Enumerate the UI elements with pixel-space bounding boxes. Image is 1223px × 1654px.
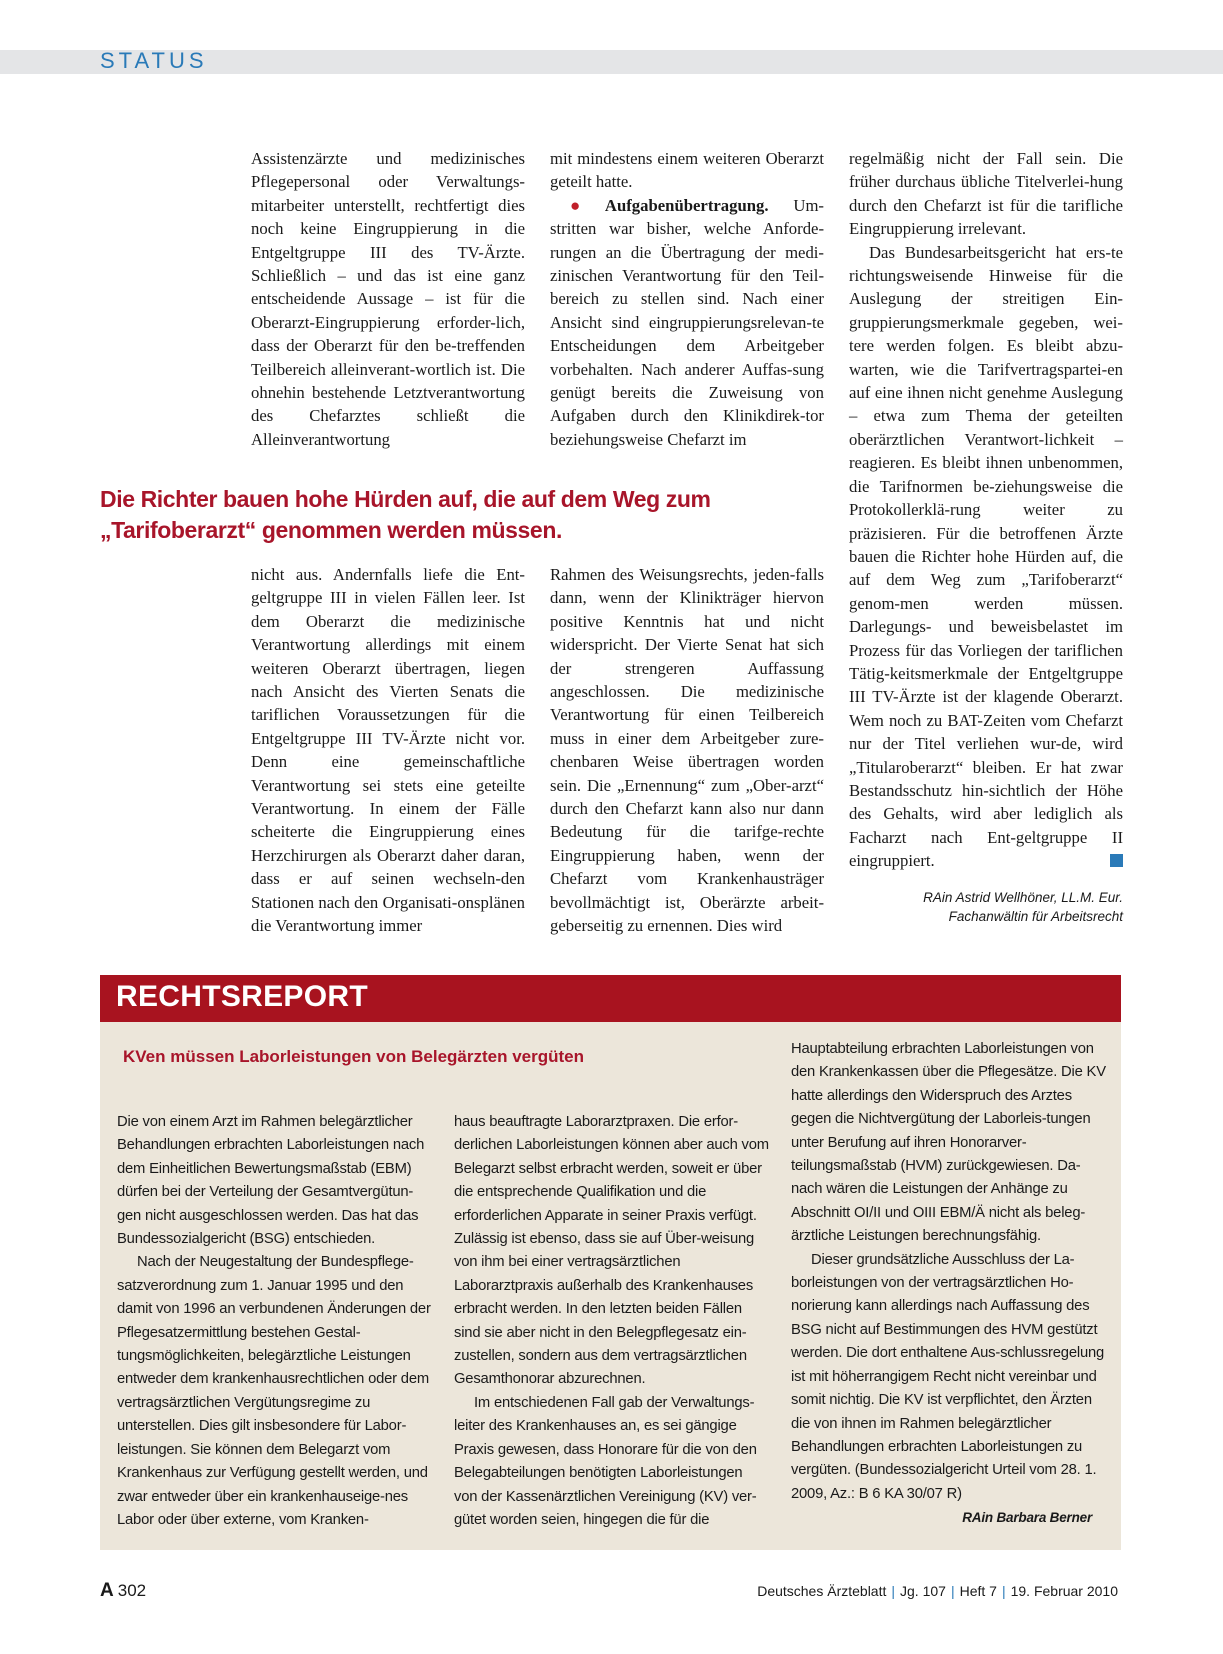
section-label: STATUS [100, 48, 208, 73]
signature-title: Fachanwältin für Arbeitsrecht [948, 909, 1123, 924]
report-col1 [117, 1111, 432, 1532]
article-signature [849, 888, 1123, 926]
article-col2-bottom [550, 563, 824, 938]
journal-volume: Jg. 107 [900, 1583, 946, 1599]
separator: | [1001, 1583, 1006, 1599]
journal-name: Deutsches Ärzteblatt [757, 1583, 887, 1599]
separator: | [891, 1583, 896, 1599]
article-col3 [849, 147, 1123, 873]
pull-quote: Die Richter bauen hohe Hürden auf, die auf dem Weg zum „Tarifoberarzt“ genommen werden müssen. [100, 486, 711, 543]
report-paragraph: Dieser grundsätzliche Ausschluss der La-borleistungen von der vertragsärztlichen Ho-norierung kann allerdings nach Auffassung des BSG nicht auf Bestimmungen des HVM gestützt werden. Die dort enthaltene Aus-schlussregelung ist mit höherrangigem Recht nicht vereinbar und somit nichtig. Die KV ist verpflichtet, den Ärzten die von ihnen im Rahmen belegärztlicher Behandlungen erbrachten Laborleistungen zu vergüten. (Bundessozialgericht Urteil vom 28. 1. 2009, Az.: B 6 KA 30/07 R) RAin Barbara Berner [791, 1249, 1106, 1506]
journal-issue: Heft 7 [959, 1583, 997, 1599]
article-paragraph: regelmäßig nicht der Fall sein. Die früher durchaus übliche Titelverlei-hung durch den Chefarzt ist für die tarifliche Eingruppierung irrelevant. [849, 149, 1123, 239]
report-col2 [454, 1111, 769, 1532]
separator: | [950, 1583, 955, 1599]
article-paragraph [550, 194, 824, 451]
article-paragraph: Assistenzärzte und medizinisches Pflegepersonal oder Verwaltungs-mitarbeiter unterstellt, rechtfertigt dies noch keine Eingruppierung in die Entgeltgruppe III des TV-Ärzte. Schließlich – und das ist eine ganz entscheidende Aussage – ist für die Oberarzt-Eingruppierung erforder-lich, dass der Oberarzt für den be-treffenden Teilbereich alleinverant-wortlich ist. Die ohnehin bestehende Letztverantwortung des Chefarztes schließt die Alleinverantwortung [251, 149, 525, 449]
rechtsreport-subtitle: KVen müssen Laborleistungen von Belegärzten vergüten [123, 1047, 584, 1066]
report-paragraph: haus beauftragte Laborarztpraxen. Die erfor-derlichen Laborleistungen können aber auch vom Belegarzt selbst erbracht werden, soweit er über die entsprechende Qualifikation und die erforderlichen Apparate in seiner Praxis verfügt. Zulässig ist ebenso, dass sie auf Über-weisung von ihm bei einer vertragsärztlichen Laborarztpraxis außerhalb des Krankenhauses erbracht werden. In den letzten beiden Fällen sind sie aber nicht in den Belegpflegesatz ein-zustellen, sondern aus dem vertragsärztlichen Gesamthonorar abzurechnen. [454, 1114, 769, 1388]
rechtsreport-title: RECHTSREPORT [116, 980, 368, 1013]
article-paragraph: Das Bundesarbeitsgericht hat ers-te richtungsweisende Hinweise für die Auslegung der streitigen Ein-gruppierungsmerkmale gegeben, wei-tere werden folgen. Es bleibt abzu-warten, wie die Tarifvertragspartei-en auf eine ihnen nicht genehme Auslegung – etwa zum Thema der geteilten oberärztlichen Verantwort-lichkeit – reagieren. Es bleibt ihnen unbenommen, die Tarifnormen be-ziehungsweise die Protokollerklä-rung weiter zu präzisieren. Für die betroffenen Ärzte bauen die Richter hohe Hürden auf, die auf dem Weg zum „Tarifoberarzt“ genom-men werden müssen. Darlegungs- und beweisbelastet im Prozess für das Vorliegen der tariflichen Tätig-keitsmerkmale der Entgeltgruppe III TV-Ärzte ist der klagende Oberarzt. Wem noch zu BAT-Zeiten vom Chefarzt nur der Titel verliehen wur-de, wird „Titularoberarzt“ bleiben. Er hat zwar Bestandsschutz hin-sichtlich der Höhe des Gehalts, wird aber lediglich als Facharzt nach Ent-geltgruppe II eingruppiert. [849, 242, 1123, 871]
article-paragraph: mit mindestens einem weiteren Oberarzt geteilt hatte. [550, 149, 824, 192]
journal-footer [757, 1583, 1118, 1599]
report-paragraph: Im entschiedenen Fall gab der Verwaltungs-leiter des Krankenhauses an, es sei gängige Praxis gewesen, dass Honorare für die von den Belegabteilungen benötigten Laborleistungen von der Kassenärztlichen Vereinigung (KV) ver-gütet worden seien, hingegen die für die [454, 1394, 757, 1528]
report-signature: RAin Barbara Berner [962, 1510, 1092, 1526]
report-paragraph: Hauptabteilung erbrachten Laborleistungen von den Krankenkassen über die Pflegesätze. Die KV hatte allerdings den Widerspruch des Arztes gegen die Nichtvergütung der Laborleis-tungen unter Berufung auf ihren Honorarver-teilungsmaßstab (HVM) zurückgewiesen. Da-nach wären die Leistungen der Anhänge zu Abschnitt OI/II und OIII EBM/Ä nicht als beleg-ärztliche Leistungen berechnungsfähig. [791, 1041, 1106, 1245]
page-number: A 302 [100, 1580, 147, 1601]
article-col2-top [550, 147, 824, 451]
report-col3 [791, 1038, 1106, 1530]
bullet-icon: ● [570, 195, 601, 215]
article-paragraph: nicht aus. Andernfalls liefe die Ent-geltgruppe III in vielen Fällen leer. Ist dem Oberarzt die medizinische Verantwortung allerdings mit einem weiteren Oberarzt übertragen, liegen nach Ansicht des Vierten Senats die tariflichen Voraussetzungen für die Entgeltgruppe III TV-Ärzte nicht vor. Denn eine gemeinschaftliche Verantwortung sei stets eine geteilte Verantwortung. In einem der Fälle scheiterte die Eingruppierung eines Herzchirurgen als Oberarzt daher daran, dass er auf seinen wechseln-den Stationen nach den Organisati-onsplänen die Verantwortung immer [251, 565, 525, 936]
lead-text: Um-stritten war bisher, welche Anforde-rungen an die Übertragung der medi-zinischen Verantwortung für den Teil-bereich zu stellen sind. Nach einer Ansicht sind eingruppierungsrelevan-te Entscheidungen dem Arbeitgeber vorbehalten. Nach anderer Auffas-sung genügt bereits die Zuweisung von Aufgaben durch den Klinikdirek-tor beziehungsweise Chefarzt im [550, 195, 824, 449]
signature-name: RAin Astrid Wellhöner, LL.M. Eur. [923, 890, 1123, 905]
journal-date: 19. Februar 2010 [1010, 1583, 1118, 1599]
report-paragraph: Die von einem Arzt im Rahmen belegärztlicher Behandlungen erbrachten Laborleistungen nach dem Einheitlichen Bewertungsmaßstab (EBM) dürfen bei der Verteilung der Gesamtvergütun-gen nicht ausgeschlossen werden. Das hat das Bundessozialgericht (BSG) entschieden. [117, 1114, 425, 1248]
end-mark-icon [1110, 854, 1123, 867]
article-paragraph: Rahmen des Weisungsrechts, jeden-falls dann, wenn der Klinikträger hiervon positive Kenntnis hat und nicht widerspricht. Der Vierte Senat hat sich der strengeren Auffassung angeschlossen. Die medizinische Verantwortung für einen Teilbereich muss in einer dem Arbeitgeber zure-chenbaren Weise übertragen worden sein. Die „Ernennung“ zum „Ober-arzt“ durch den Chefarzt kann also nur dann Bedeutung für die tarifge-rechte Eingruppierung haben, wenn der Chefarzt vom Krankenhausträger bevollmächtigt ist, Oberärzte arbeit-geberseitig zu ernennen. Dies wird [550, 565, 824, 936]
report-paragraph: Nach der Neugestaltung der Bundespflege-satzverordnung zum 1. Januar 1995 und den damit von 1996 an verbundenen Änderungen der Pflegesatzermittlung bestehen Gestal-tungsmöglichkeiten, belegärztliche Leistungen entweder dem krankenhausrechtlichen oder dem vertragsärztlichen Vergütungsregime zu unterstellen. Dies gilt insbesondere für Labor-leistungen. Sie können dem Belegarzt vom Krankenhaus zur Verfügung gestellt werden, und zwar entweder über ein krankenhauseige-nes Labor oder über externe, vom Kranken- [117, 1254, 431, 1528]
lead-term: Aufgabenübertragung. [604, 195, 769, 215]
article-col1-bottom [251, 563, 525, 938]
article-col1-top [251, 147, 525, 451]
